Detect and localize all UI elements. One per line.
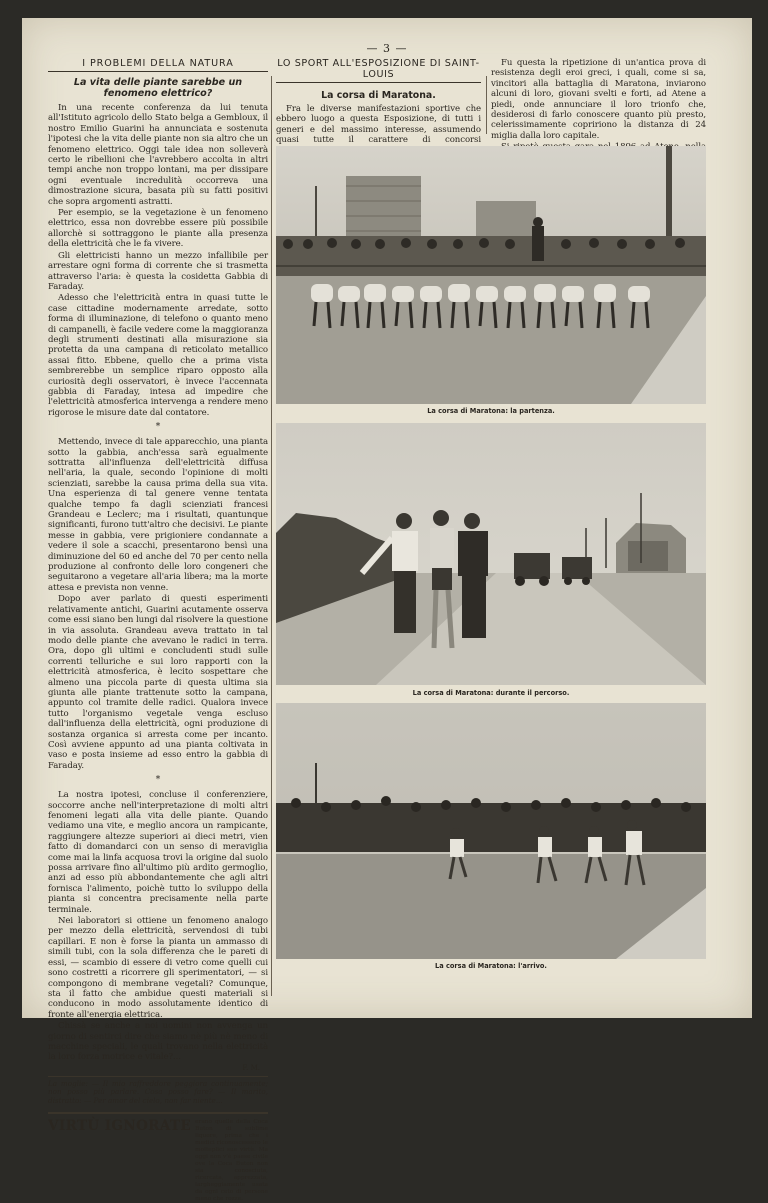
- article-headline: La vita delle piante sarebbe un fenomeno elettrico?: [73, 77, 243, 99]
- paragraph: Nei laboratori si ottiene un fenomeno analogo per mezzo della elettricità, servendosi di tubi capillari. E non è forse la pianta un ammasso di simili tubi, con la sola differenza che le pareti di essi, — scambio di essere di vetro come quelli cui sono costretti a ricorrere gli sperimentatori, — si compongono di membrane vegetali? Comunque, sta il fatto che ambidue questi materiali si conducono in modo assolutamente identico di fronte all'energia elettrica.: [48, 916, 268, 1020]
- photo-finish: [276, 703, 706, 959]
- photo-caption: La corsa di Maratona: durante il percorso.: [412, 689, 570, 697]
- column-rule: [486, 76, 487, 134]
- page-number: — 3 —: [366, 42, 408, 55]
- photo-caption: La corsa di Maratona: la partenza.: [427, 407, 555, 415]
- photo-caption: La corsa di Maratona: l'arrivo.: [435, 962, 547, 970]
- paragraph: Fu questa la ripetizione di un'antica prova di resistenza degli eroi greci, i quali, come si sa, vincitori alla battaglia di Maratona, inviarono alcuni di loro, giovani svelti e forti, ad Atene a piedi, onde annunciare il loro trionfo che, desiderosi di farlo conoscere quanto più presto, celerissimamente copririono la distanza di 24 miglia dalla loro capitale.: [491, 58, 706, 141]
- section-separator: *: [155, 775, 161, 786]
- article-body-part-1: [48, 103, 268, 418]
- article-body-part-2: [48, 437, 268, 771]
- column-rule: [271, 76, 272, 996]
- article-body-part-3: [48, 790, 268, 1063]
- photo-start: [276, 146, 706, 404]
- sport-section-header: LO SPORT ALL'ESPOSIZIONE DI SAINT-LOUIS: [276, 58, 481, 83]
- left-column: [48, 58, 268, 1202]
- paragraph: Dopo aver parlato di questi esperimenti relativamente antichi, Guarini acutamente osserva come essi siano ben lungi dal risolvere la questione in via assoluta. Grandeau aveva trattato in tal modo delle piante che avevano le radici in terra. Ora, dopo gli ultimi e concludenti studi sulle correnti telluriche e sui loro rapporti con la elettricità atmosferica, è lecito sospettare che almeno una piccola parte di questa ultima sia giunta alle piante trattenute sotto la campana, appunto col tramite delle radici. Qualora invece tutto l'organismo vegetale venga escluso dall'influenza della elettricità, ogni produzione di sostanza organica si arresta come per incanto. Così avviene appunto ad una pianta coltivata in vaso e posta insieme ad esso entro la gabbia di Faraday.: [48, 594, 268, 771]
- paragraph: Adesso che l'elettricità entra in quasi tutte le case cittadine modernamente arredate, sotto forma di illuminazione, di telefono o quanto meno di campanelli, è facile vedere come la maggioranza degli strumenti destinati alla misurazione sia protetta da una campana di reticolato metallico assai fitto. Ebbene, quello che a prima vista sembrerebbe un semplice riparo opposto alla curiosità degli osservatori, è invece l'accennata gabbia di Faraday, intesa ad impedire che l'elettricità atmosferica intervenga a rendere meno rigorose le misure date dal contatore.: [48, 293, 268, 418]
- newspaper-page: [22, 18, 752, 1202]
- advertisement: [48, 1119, 268, 1203]
- section-separator: *: [155, 422, 161, 433]
- paragraph: Per esempio, se la vegetazione è un fenomeno elettrico, essa non dovrebbe essere più possibile allorchè si sottraggono le piante alla presenza della elettricità che le fa vivere.: [48, 208, 268, 250]
- sport-article-title: La corsa di Maratona.: [321, 90, 436, 101]
- author-signature: F. M.: [242, 1063, 260, 1072]
- photo-during-route: [276, 423, 706, 685]
- anecdote: La moglie: — Il mio raffreddore peggiora continuamente; non posso più parlare. Cosa posso fare? — Il marito, distratto: — Per amor del cielo, non far niente...: [48, 1076, 268, 1106]
- paragraph: Fra le diverse manifestazioni sportive che ebbero luogo a questa Esposizione, di tutti i generi e del massimo interesse, assumendo quasi tutte il carattere di concorsi: [276, 104, 481, 146]
- paragraph: Gli elettricisti hanno un mezzo infallibile per arrestare ogni forma di corrente che si trasmetta attraverso l'aria: è questa la cosidetta Gabbia di Faraday.: [48, 250, 268, 292]
- paragraph: Mettendo, invece di tale apparecchio, una pianta sotto la gabbia, anch'essa sarà egualmente sottratta all'influenza dell'elettricità diffusa nell'aria, la quale, secondo l'opinione di molti scienziati, sarebbe la causa prima della sua vita. Una esperienza di tal genere venne tentata qualche tempo fa dagli scienziati francesi Grandeau e Leclerc; ma i risultati, quantunque significanti, furono tutt'altro che decisivi. Le piante messe in gabbia, vere prigioniere condannate a vedere il sole a scacchi, presentarono bensì una diminuzione del 60 ed anche del 70 per cento nella produzione al confronto delle loro congeneri che seguitarono a vegetare all'aria libera; ma la morte attesa e prevista non venne.: [48, 437, 268, 593]
- paragraph: In una recente conferenza da lui tenuta all'Istituto agricolo dello Stato belga a Gembloux, il nostro Emilio Guarini ha annunciata e sostenuta l'ipotesi che la vita delle piante non sia altro che un fenomeno elettrico. Oggi tale idea non solleverà certo le ribellioni che l'avrebbero accolta in altri tempi anche non troppo lontani, ma per dissipare ogni eventuale incredulità occorreva una dimostrazione sicura, basata più su fatti positivi che sopra argomenti astratti.: [48, 103, 268, 207]
- paragraph: Chissà se anche a noi uomini non avvenga un giorno di sentirci dire che siamo nè più nè meno di macchine speciali, le quali trovano nella elettricità la loro forza motrice e vitale?...: [48, 1021, 268, 1063]
- ad-title: VIRTÙ IGNORATE: [48, 1117, 192, 1134]
- section-rubric: I PROBLEMI DELLA NATURA: [48, 58, 268, 72]
- ad-divider: [48, 1112, 268, 1114]
- paragraph: La nostra ipotesi, concluse il conferenziere, soccorre anche nell'interpretazione di molti altri fenomeni legati alla vita delle piante. Quando vediamo una vite, e meglio ancora un rampicante, raggiungere altezze superiori ai dieci metri, vien fatto di domandarci con un senso di meraviglia come mai la linfa acquosa trovi la origine dal suolo possa arrivare fino all'ultimo più ardito germoglio, anzi ad esso più abbondantemente che agli altri fornisca l'alimento, poichè tutto lo sviluppo della pianta si concentra precisamente nella parte terminale.: [48, 790, 268, 915]
- ad-text: erano quelle della Coca Buton di sublime liquore, prima che i medici riconoscessero le molteplici sue virtù. Ma oggi non v'è paese civile ove la Coca Buton non sia conosciuta, ricercata, apprezzata, largheggiamente usata da ogni ceto di persone meno che rozze.: [195, 1118, 268, 1202]
